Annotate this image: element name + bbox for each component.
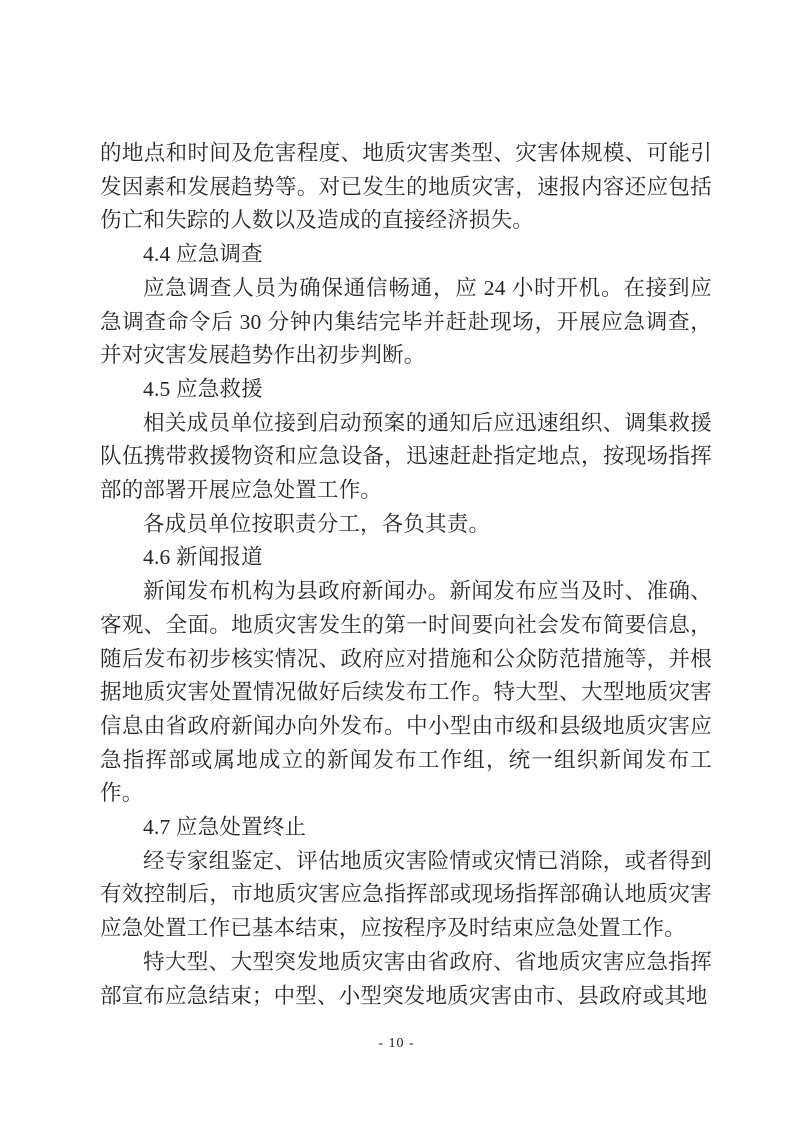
body-paragraph: 应急调查人员为确保通信畅通，应 24 小时开机。在接到应急调查命令后 30 分钟内集结完毕并赶赴现场，开展应急调查，并对灾害发展趋势作出初步判断。	[100, 275, 712, 368]
section-heading-4-7: 4.7 应急处置终止	[143, 815, 307, 840]
document-body	[100, 137, 712, 1013]
body-paragraph: 经专家组鉴定、评估地质灾害险情或灾情已消除，或者得到有效控制后，市地质灾害应急指挥部或现场指挥部确认地质灾害应急处置工作已基本结束，应按程序及时结束应急处置工作。	[100, 848, 712, 941]
page-footer	[0, 1036, 793, 1052]
body-paragraph: 相关成员单位接到启动预案的通知后应迅速组织、调集救援队伍携带救援物资和应急设备，迅速赶赴指定地点，按现场指挥部的部署开展应急处置工作。	[100, 410, 712, 503]
page-number: - 10 -	[378, 1036, 415, 1051]
body-paragraph: 新闻发布机构为县政府新闻办。新闻发布应当及时、准确、客观、全面。地质灾害发生的第一时间要向社会发布简要信息，随后发布初步核实情况、政府应对措施和公众防范措施等，并根据地质灾害处置情况做好后续发布工作。特大型、大型地质灾害信息由省政府新闻办向外发布。中小型由市级和县级地质灾害应急指挥部或属地成立的新闻发布工作组，统一组织新闻发布工作。	[100, 579, 712, 806]
section-heading-4-5: 4.5 应急救援	[143, 376, 263, 401]
body-paragraph: 的地点和时间及危害程度、地质灾害类型、灾害体规模、可能引发因素和发展趋势等。对已发生的地质灾害，速报内容还应包括伤亡和失踪的人数以及造成的直接经济损失。	[100, 141, 712, 233]
body-paragraph: 各成员单位按职责分工，各负其责。	[143, 511, 491, 536]
body-paragraph: 特大型、大型突发地质灾害由省政府、省地质灾害应急指挥部宣布应急结束；中型、小型突发地质灾害由市、县政府或其地	[100, 949, 712, 1008]
section-heading-4-6: 4.6 新闻报道	[143, 545, 263, 570]
section-heading-4-4: 4.4 应急调查	[143, 242, 263, 267]
